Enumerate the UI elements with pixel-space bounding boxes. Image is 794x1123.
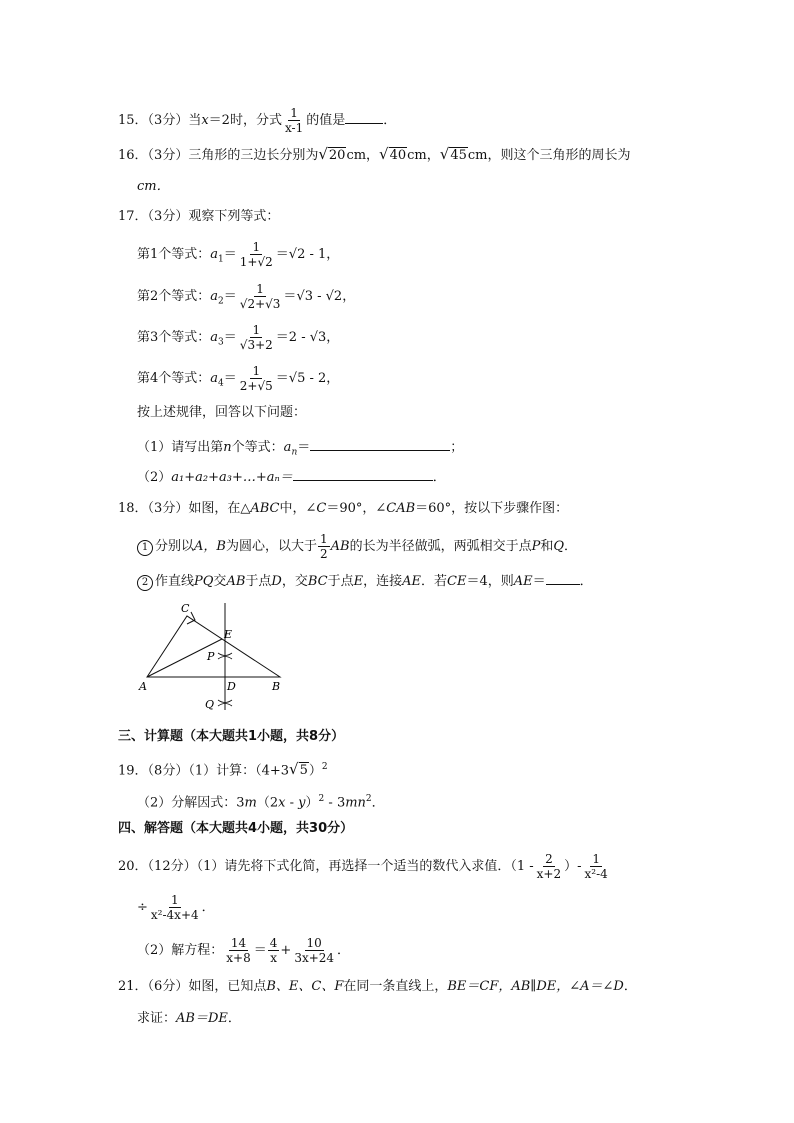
answer-blank[interactable] xyxy=(293,468,433,481)
section-3-heading: 三、计算题（本大题共1小题，共8分） xyxy=(118,729,345,744)
answer-blank[interactable] xyxy=(345,111,383,124)
label-q: Q xyxy=(205,698,215,711)
q17-part-1: （1）请写出第n个等式：$a_n=$ ； xyxy=(137,440,464,458)
question-20: 20．（12分）（1）请先将下式化简，再选择一个适当的数代入求值．（1 - $\frac{2}{x+2}$ ）- $\frac{1}{\text{x²-4}}$ xyxy=(118,852,608,881)
q17-row-1: 第1个等式：$a_1=$ $\frac{1}{1+√2}$ ＝√2 - 1， xyxy=(137,240,340,269)
q15-fraction xyxy=(283,106,305,135)
q15-label: 15．（3分）当 xyxy=(118,113,202,128)
q17-part-2: （2）a₁+a₂+a₃+…+aₙ＝ ． xyxy=(137,470,446,485)
sqrt-45: √ 45 xyxy=(439,145,467,163)
sqrt-20: √ 20 xyxy=(318,145,346,163)
q15-frac-num: 1 xyxy=(290,106,298,120)
q15-var: x xyxy=(201,113,209,128)
section-4-heading: 四、解答题（本大题共4小题，共30分） xyxy=(118,821,354,836)
label-e: E xyxy=(224,628,233,641)
q19-part-2: （2）分解因式：$3m(2x - y)^2 - 3mn^2$． xyxy=(137,794,385,811)
answer-blank[interactable] xyxy=(546,572,580,585)
q17-row-2: 第2个等式：$a_2=$ $\frac{1}{√2+√3}$ ＝√3 - √2， xyxy=(137,282,356,311)
q16-line2: cm． xyxy=(137,179,170,194)
triangle-figure xyxy=(135,598,295,713)
label-c: C xyxy=(181,602,190,615)
q17-rule: 按上述规律，回答以下问题： xyxy=(137,405,307,420)
answer-blank[interactable] xyxy=(310,438,450,451)
label-p: P xyxy=(207,650,215,663)
q16-unit: cm， xyxy=(407,148,440,163)
q18-step-2: 2 作直线PQ交AB于点D，交BC于点E，连接AE．若CE＝4，则AE＝ ． xyxy=(137,572,593,591)
q20-divisor: ÷ $\frac{1}{\text{x²-4x+4}}$ ． xyxy=(137,893,215,922)
q15-text: ＝2时，分式 xyxy=(208,113,282,128)
question-17: 17．（3分）观察下列等式： xyxy=(118,209,280,224)
question-15: 15．（3分）当x＝2时，分式 $\frac{1}{x-1}$ 的值是 ． xyxy=(118,106,397,135)
q21-prove: 求证：AB＝DE． xyxy=(137,1011,241,1026)
q15-tail: 的值是 xyxy=(306,113,346,128)
sqrt-40: √ 40 xyxy=(379,145,407,163)
question-21: 21．（6分）如图，已知点B、E、C、F在同一条直线上，BE＝CF，AB∥DE，∠A＝∠D． xyxy=(118,979,637,994)
question-18: 18．（3分）如图，在△ABC中，∠C＝90°，∠CAB＝60°，按以下步骤作图： xyxy=(118,501,569,516)
q15-frac-den: x-1 xyxy=(284,121,304,135)
q16-unit: cm， xyxy=(346,148,380,163)
q17-row-3: 第3个等式：$a_3=$ $\frac{1}{√3+2}$ ＝2 - √3， xyxy=(137,323,340,352)
label-b: B xyxy=(272,680,281,693)
question-16 xyxy=(118,146,630,165)
label-a: A xyxy=(139,680,147,693)
question-19: 19．（8分）（1）计算：（4+3 √ 5 ）$^2$ xyxy=(118,760,328,779)
q17-row-4: 第4个等式：$a_4=$ $\frac{1}{2+√5}$ ＝√5 - 2， xyxy=(137,364,340,393)
triangle-abc xyxy=(147,616,280,677)
q18-step-1: 1 分别以A，B为圆心，以大于 $\frac{1}{2}$ AB的长为半径做弧，两弧相交于点P和Q． xyxy=(137,532,577,561)
q16-text: 16．（3分）三角形的三边长分别为 xyxy=(118,148,319,163)
label-d: D xyxy=(227,680,236,693)
q20-part-2: （2）解方程： $\frac{14}{x+8}$ ＝ $\frac{4}{x}$ + $\frac{10}{3x+24}$ ． xyxy=(137,936,351,965)
q16-tail: cm，则这个三角形的周长为 xyxy=(467,148,631,163)
